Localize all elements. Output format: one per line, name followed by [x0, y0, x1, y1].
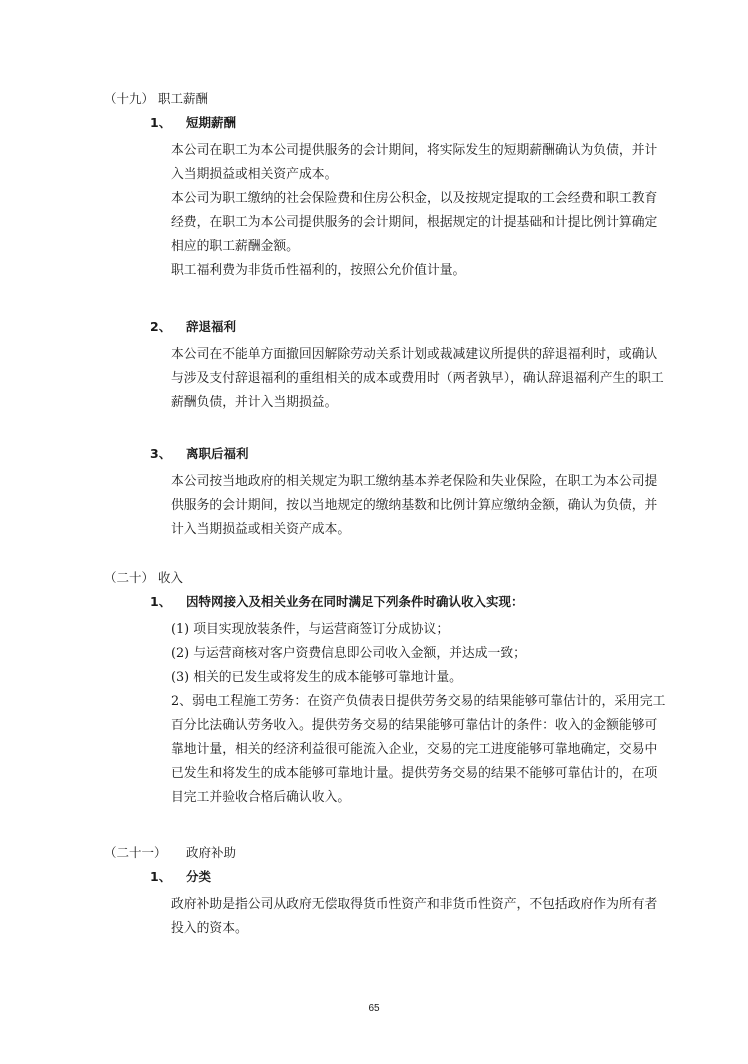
paragraph-line: 相应的职工薪酬金额。	[171, 239, 299, 254]
subsection-title: 分类	[186, 869, 212, 884]
subsection-number: 1、	[150, 594, 172, 609]
paragraph-line: 经费，在职工为本公司提供服务的会计期间，根据规定的计提基础和计提比例计算确定	[171, 215, 658, 230]
paragraph-line: 政府补助是指公司从政府无偿取得货币性资产和非货币性资产，不包括政府作为所有者	[171, 897, 658, 912]
page-number: 65	[368, 1003, 380, 1014]
paragraph-line: 百分比法确认劳务收入。提供劳务交易的结果能够可靠估计的条件：收入的金额能够可	[171, 718, 658, 733]
subsection-title: 因特网接入及相关业务在同时满足下列条件时确认收入实现：	[186, 594, 524, 609]
paragraph-line: 本公司按当地政府的相关规定为职工缴纳基本养老保险和失业保险，在职工为本公司提	[171, 474, 658, 489]
subsection-number: 1、	[150, 869, 172, 884]
paragraph-line: 计入当期损益或相关资产成本。	[171, 522, 351, 537]
section-number: （十九）	[104, 91, 155, 106]
paragraph-line: 本公司为职工缴纳的社会保险费和住房公积金，以及按规定提取的工会经费和职工教育	[171, 191, 658, 206]
paragraph-line: 靠地计量，相关的经济利益很可能流入企业，交易的完工进度能够可靠地确定，交易中	[171, 742, 658, 757]
section-title: 职工薪酬	[158, 91, 209, 106]
paragraph-line: 目完工并验收合格后确认收入。	[171, 790, 351, 805]
section-number: （二十一）	[104, 845, 167, 860]
subsection-number: 3、	[150, 446, 172, 461]
paragraph-line: 与涉及支付辞退福利的重组相关的成本或费用时（两者孰早），确认辞退福利产生的职工	[171, 371, 664, 386]
paragraph-line: 薪酬负债，并计入当期损益。	[171, 395, 338, 410]
paragraph-line: 入当期损益或相关资产成本。	[171, 167, 338, 182]
list-item: (3) 相关的已发生或将发生的成本能够可靠地计量。	[171, 670, 462, 685]
paragraph-line: 本公司在不能单方面撤回因解除劳动关系计划或裁减建议所提供的辞退福利时，或确认	[171, 347, 658, 362]
subsection-title: 辞退福利	[186, 319, 237, 334]
paragraph-line: 投入的资本。	[171, 921, 248, 936]
paragraph-line: 本公司在职工为本公司提供服务的会计期间，将实际发生的短期薪酬确认为负债，并计	[171, 143, 658, 158]
list-item: (1) 项目实现放装条件，与运营商签订分成协议；	[171, 622, 450, 637]
subsection-title: 离职后福利	[186, 446, 249, 461]
paragraph-line: 供服务的会计期间，按以当地规定的缴纳基数和比例计算应缴纳金额，确认为负债，并	[171, 498, 658, 513]
subsection-title: 短期薪酬	[186, 115, 237, 130]
subsection-number: 2、	[150, 319, 172, 334]
section-title: 政府补助	[186, 845, 237, 860]
paragraph-line: 已发生和将发生的成本能够可靠地计量。提供劳务交易的结果不能够可靠估计的，在项	[171, 766, 658, 781]
paragraph-line: 2、弱电工程施工劳务：在资产负债表日提供劳务交易的结果能够可靠估计的，采用完工	[171, 694, 666, 709]
section-title: 收入	[158, 570, 184, 585]
subsection-number: 1、	[150, 115, 172, 130]
list-item: (2) 与运营商核对客户资费信息即公司收入金额，并达成一致；	[171, 646, 526, 661]
section-number: （二十）	[104, 570, 155, 585]
paragraph-line: 职工福利费为非货币性福利的，按照公允价值计量。	[171, 263, 466, 278]
